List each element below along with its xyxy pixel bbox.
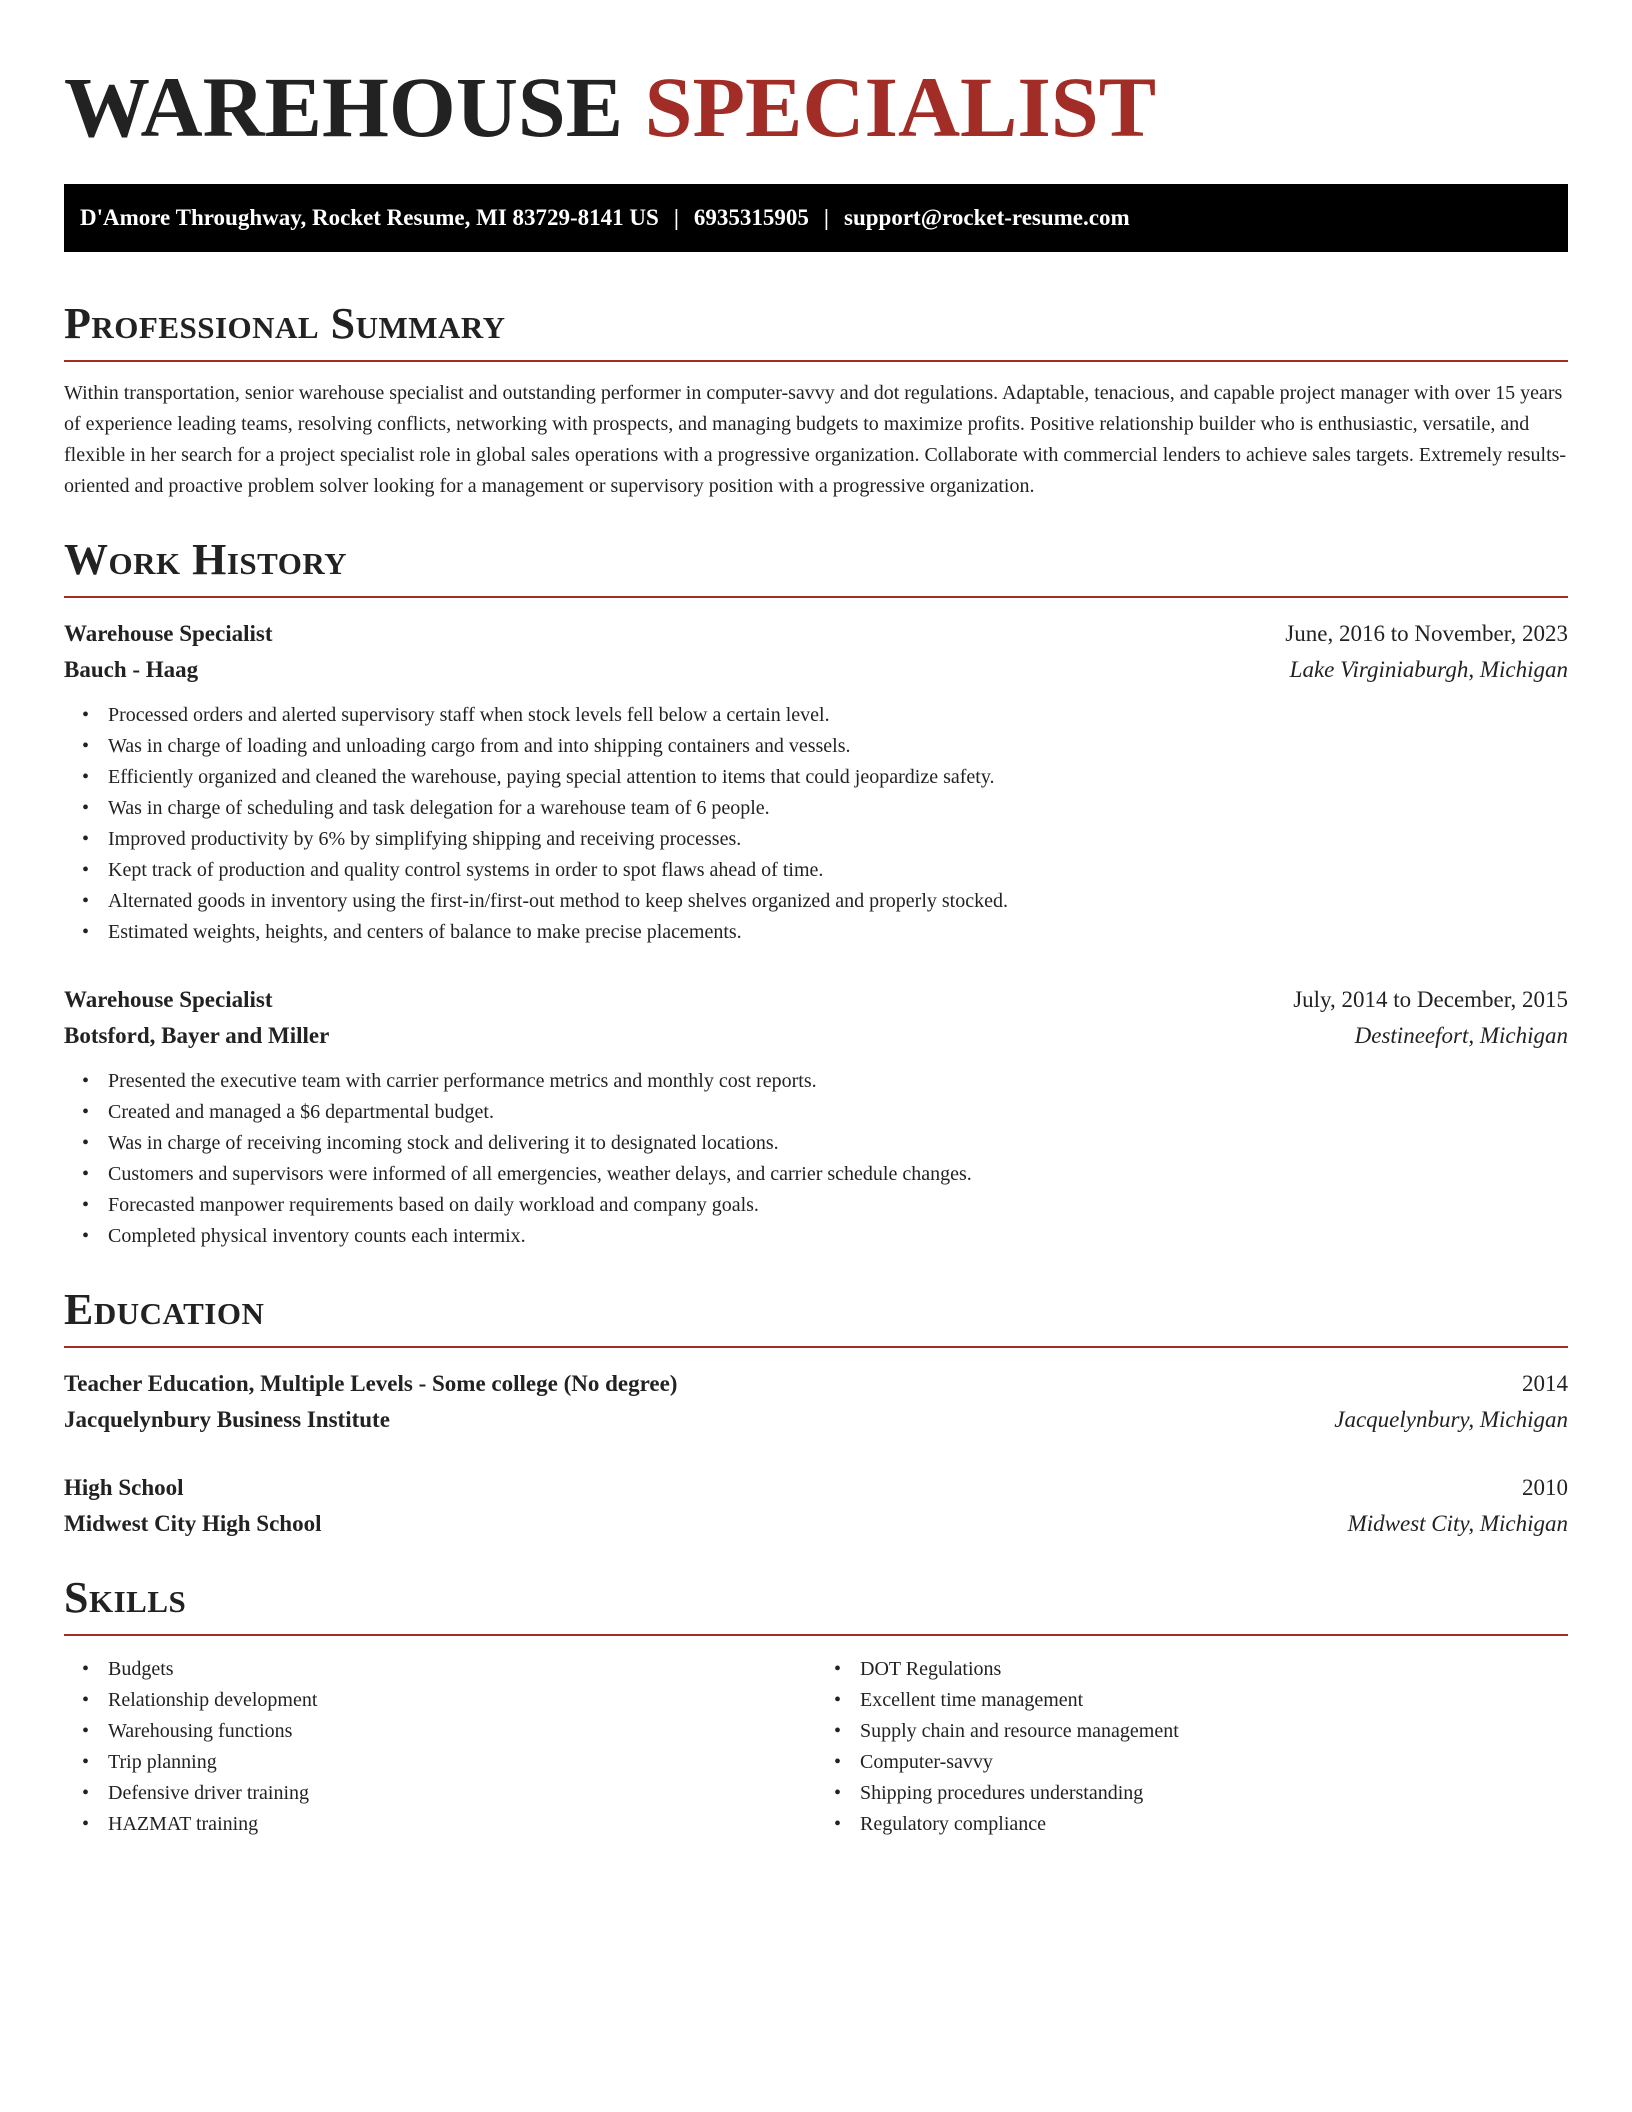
job-title: Warehouse Specialist bbox=[64, 621, 273, 646]
list-item: • Forecasted manpower requirements based on daily workload and company goals. bbox=[108, 1190, 1568, 1221]
education-heading: Education bbox=[64, 1285, 265, 1334]
summary-text: Within transportation, senior warehouse specialist and outstanding performer in computer-savvy and dot regulations. Adaptable, tenacious, and capable project manager with over 15 years of experience leading teams, resolving conflicts, networking with prospects, and managing budgets to maximize profits. Positive relationship builder who is enthusiastic, versatile, and flexible in her search for a project specialist role in global sales operations with a progressive organization. Collaborate with commercial lenders to achieve sales targets. Extremely results-oriented and proactive problem solver looking for a management or supervisory position with a progressive organization. bbox=[64, 382, 1567, 497]
education-degree: High School bbox=[64, 1475, 184, 1500]
list-item: • Regulatory compliance bbox=[860, 1809, 1568, 1840]
list-item: • Shipping procedures understanding bbox=[860, 1778, 1568, 1809]
list-item: • Budgets bbox=[108, 1654, 816, 1685]
list-item: • Improved productivity by 6% by simplifying shipping and receiving processes. bbox=[108, 824, 1568, 855]
contact-separator: | bbox=[673, 205, 679, 230]
list-item: • Processed orders and alerted supervisory staff when stock levels fell below a certain level. bbox=[108, 700, 1568, 731]
list-item: • Supply chain and resource management bbox=[860, 1716, 1568, 1747]
list-item: • Kept track of production and quality control systems in order to spot flaws ahead of time. bbox=[108, 855, 1568, 886]
list-item: • Relationship development bbox=[108, 1685, 816, 1716]
section-divider bbox=[64, 360, 1568, 362]
skills-heading: Skills bbox=[64, 1573, 187, 1622]
summary-heading: Professional Summary bbox=[64, 299, 506, 348]
section-divider bbox=[64, 1634, 1568, 1636]
education-entry bbox=[64, 1470, 1568, 1542]
education-school: Jacquelynbury Business Institute bbox=[64, 1407, 390, 1432]
contact-address: D'Amore Throughway, Rocket Resume, MI 83729-8141 US bbox=[80, 205, 659, 230]
section-divider bbox=[64, 1346, 1568, 1348]
contact-email: support@rocket-resume.com bbox=[844, 205, 1130, 230]
job-company: Botsford, Bayer and Miller bbox=[64, 1023, 330, 1048]
list-item: • Defensive driver training bbox=[108, 1778, 816, 1809]
list-item: • Was in charge of receiving incoming stock and delivering it to designated locations. bbox=[108, 1128, 1568, 1159]
section-divider bbox=[64, 596, 1568, 598]
list-item: • Excellent time management bbox=[860, 1685, 1568, 1716]
education-location: Jacquelynbury, Michigan bbox=[1334, 1407, 1568, 1432]
job-duties bbox=[64, 700, 1568, 948]
job-duties bbox=[64, 1066, 1568, 1252]
list-item: • Warehousing functions bbox=[108, 1716, 816, 1747]
list-item: • Efficiently organized and cleaned the warehouse, paying special attention to items that could jeopardize safety. bbox=[108, 762, 1568, 793]
list-item: • Trip planning bbox=[108, 1747, 816, 1778]
job-company: Bauch - Haag bbox=[64, 657, 199, 682]
contact-separator: | bbox=[823, 205, 829, 230]
education-location: Midwest City, Michigan bbox=[1347, 1511, 1568, 1536]
list-item: • HAZMAT training bbox=[108, 1809, 816, 1840]
education-year: 2014 bbox=[1522, 1371, 1568, 1396]
job-entry bbox=[64, 616, 1568, 948]
list-item: • Alternated goods in inventory using the first-in/first-out method to keep shelves organized and properly stocked. bbox=[108, 886, 1568, 917]
skills-column-left bbox=[64, 1654, 816, 1840]
job-location: Lake Virginiaburgh, Michigan bbox=[1289, 657, 1568, 682]
title-part-2: SPECIALIST bbox=[644, 59, 1157, 155]
list-item: • Was in charge of scheduling and task delegation for a warehouse team of 6 people. bbox=[108, 793, 1568, 824]
contact-phone: 6935315905 bbox=[693, 205, 809, 230]
education-school: Midwest City High School bbox=[64, 1511, 322, 1536]
list-item: • Estimated weights, heights, and centers of balance to make precise placements. bbox=[108, 917, 1568, 948]
job-location: Destineefort, Michigan bbox=[1354, 1023, 1568, 1048]
list-item: • Completed physical inventory counts each intermix. bbox=[108, 1221, 1568, 1252]
skills-column-right bbox=[816, 1654, 1568, 1840]
job-dates: June, 2016 to November, 2023 bbox=[1285, 621, 1568, 646]
list-item: • Created and managed a $6 departmental budget. bbox=[108, 1097, 1568, 1128]
contact-bar bbox=[64, 184, 1568, 252]
job-dates: July, 2014 to December, 2015 bbox=[1293, 987, 1568, 1012]
education-year: 2010 bbox=[1522, 1475, 1568, 1500]
job-entry bbox=[64, 982, 1568, 1252]
title-part-1: WAREHOUSE bbox=[64, 59, 624, 155]
work-history-heading: Work History bbox=[64, 535, 348, 584]
list-item: • DOT Regulations bbox=[860, 1654, 1568, 1685]
list-item: • Presented the executive team with carrier performance metrics and monthly cost reports. bbox=[108, 1066, 1568, 1097]
education-degree: Teacher Education, Multiple Levels - Some college (No degree) bbox=[64, 1371, 678, 1396]
resume-title bbox=[64, 59, 1568, 155]
list-item: • Customers and supervisors were informed of all emergencies, weather delays, and carrier schedule changes. bbox=[108, 1159, 1568, 1190]
job-title: Warehouse Specialist bbox=[64, 987, 273, 1012]
education-entry bbox=[64, 1366, 1568, 1438]
skills-list bbox=[64, 1654, 1568, 1840]
list-item: • Was in charge of loading and unloading cargo from and into shipping containers and vessels. bbox=[108, 731, 1568, 762]
list-item: • Computer-savvy bbox=[860, 1747, 1568, 1778]
